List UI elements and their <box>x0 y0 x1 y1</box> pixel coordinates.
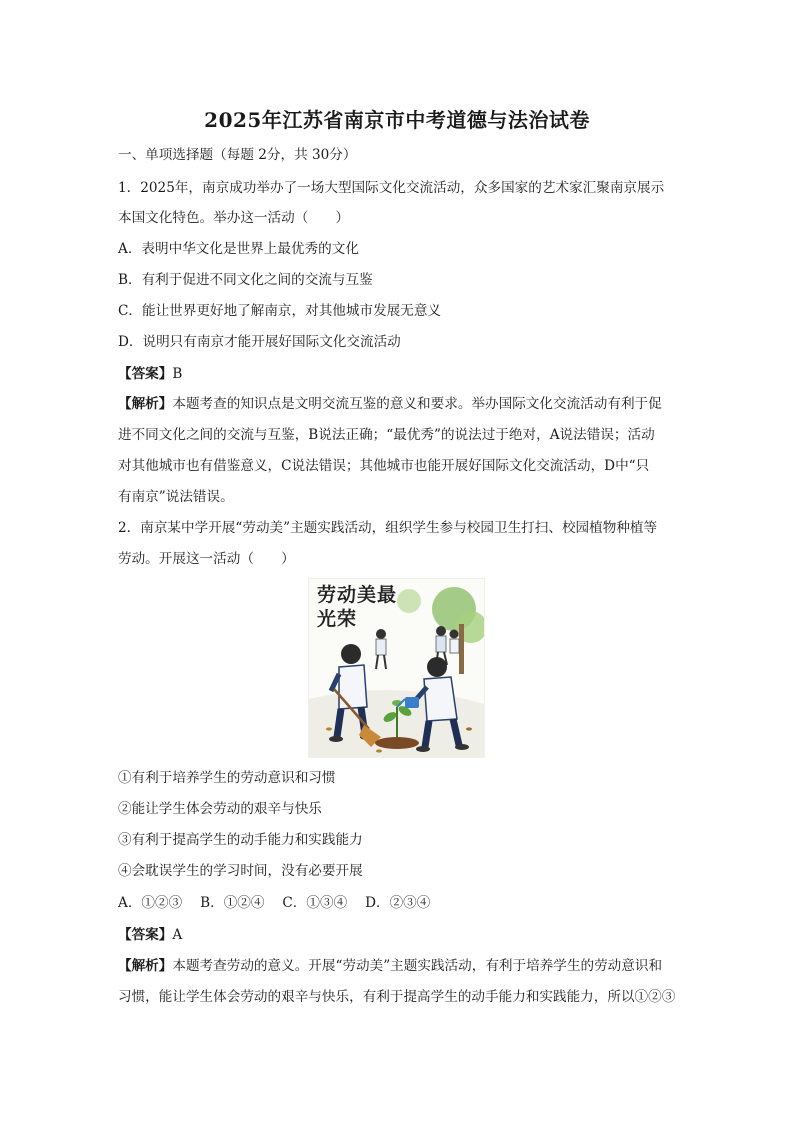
q2-analysis-label: 【解析】 <box>118 958 173 974</box>
q1-option-b: B．有利于促进不同文化之间的交流与互鉴 <box>118 272 373 288</box>
q2-analysis-line2: 习惯，能让学生体会劳动的艰辛与快乐，有利于提高学生的动手能力和实践能力，所以①②③ <box>118 989 676 1005</box>
q2-statement-4: ④会耽误学生的学习时间，没有必要开展 <box>118 863 363 879</box>
q2-answer-label: 【答案】 <box>118 927 173 943</box>
q2-stem-line1: 2．南京某中学开展“劳动美”主题实践活动，组织学生参与校园卫生打扫、校园植物种植等 <box>118 520 658 536</box>
q1-stem-line1: 1．2025年，南京成功举办了一场大型国际文化交流活动，众多国家的艺术家汇聚南京展示 <box>118 180 665 196</box>
labor-illustration <box>308 578 485 758</box>
q1-analysis-line3: 对其他城市也有借鉴意义，C说法错误；其他城市也能开展好国际文化交流活动，D中“只 <box>118 458 650 474</box>
q2-analysis-line1 <box>118 956 683 976</box>
page-title: 2025年江苏省南京市中考道德与法治试卷 <box>204 108 590 132</box>
q1-option-a: A．表明中华文化是世界上最优秀的文化 <box>118 241 359 257</box>
section-heading: 一、单项选择题（每题 2分，共 30分） <box>118 147 357 163</box>
q1-analysis-line2: 进不同文化之间的交流与互鉴，B说法正确；“最优秀”的说法过于绝对，A说法错误；活动 <box>118 427 655 443</box>
q1-analysis-line1 <box>118 394 683 414</box>
q1-analysis-label: 【解析】 <box>118 396 173 412</box>
q2-answer <box>118 925 683 945</box>
q2-statement-2: ②能让学生体会劳动的艰辛与快乐 <box>118 801 322 817</box>
q1-answer <box>118 364 683 384</box>
q1-answer-label: 【答案】 <box>118 366 173 382</box>
q1-option-c: C．能让世界更好地了解南京，对其他城市发展无意义 <box>118 303 442 319</box>
q2-stem-line2: 劳动。开展这一活动（ ） <box>118 551 295 567</box>
q2-statement-1: ①有利于培养学生的劳动意识和习惯 <box>118 770 336 786</box>
q1-stem-line2: 本国文化特色。举办这一活动（ ） <box>118 210 350 226</box>
q2-analysis-text1: 本题考查劳动的意义。开展“劳动美”主题实践活动，有利于培养学生的劳动意识和 <box>172 958 663 974</box>
q1-answer-value: B <box>172 366 183 382</box>
figure-slogan: 劳动美最光荣 <box>317 584 398 630</box>
q2-answer-value: A <box>172 927 183 943</box>
q2-options: A．①②③ B．①②④ C．①③④ D．②③④ <box>118 895 431 911</box>
q2-statement-3: ③有利于提高学生的动手能力和实践能力 <box>118 832 363 848</box>
q1-analysis-line4: 有南京”说法错误。 <box>118 489 234 505</box>
q1-analysis-text1: 本题考查的知识点是文明交流互鉴的意义和要求。举办国际文化交流活动有利于促 <box>172 396 662 412</box>
q1-option-d: D．说明只有南京才能开展好国际文化交流活动 <box>118 334 401 350</box>
